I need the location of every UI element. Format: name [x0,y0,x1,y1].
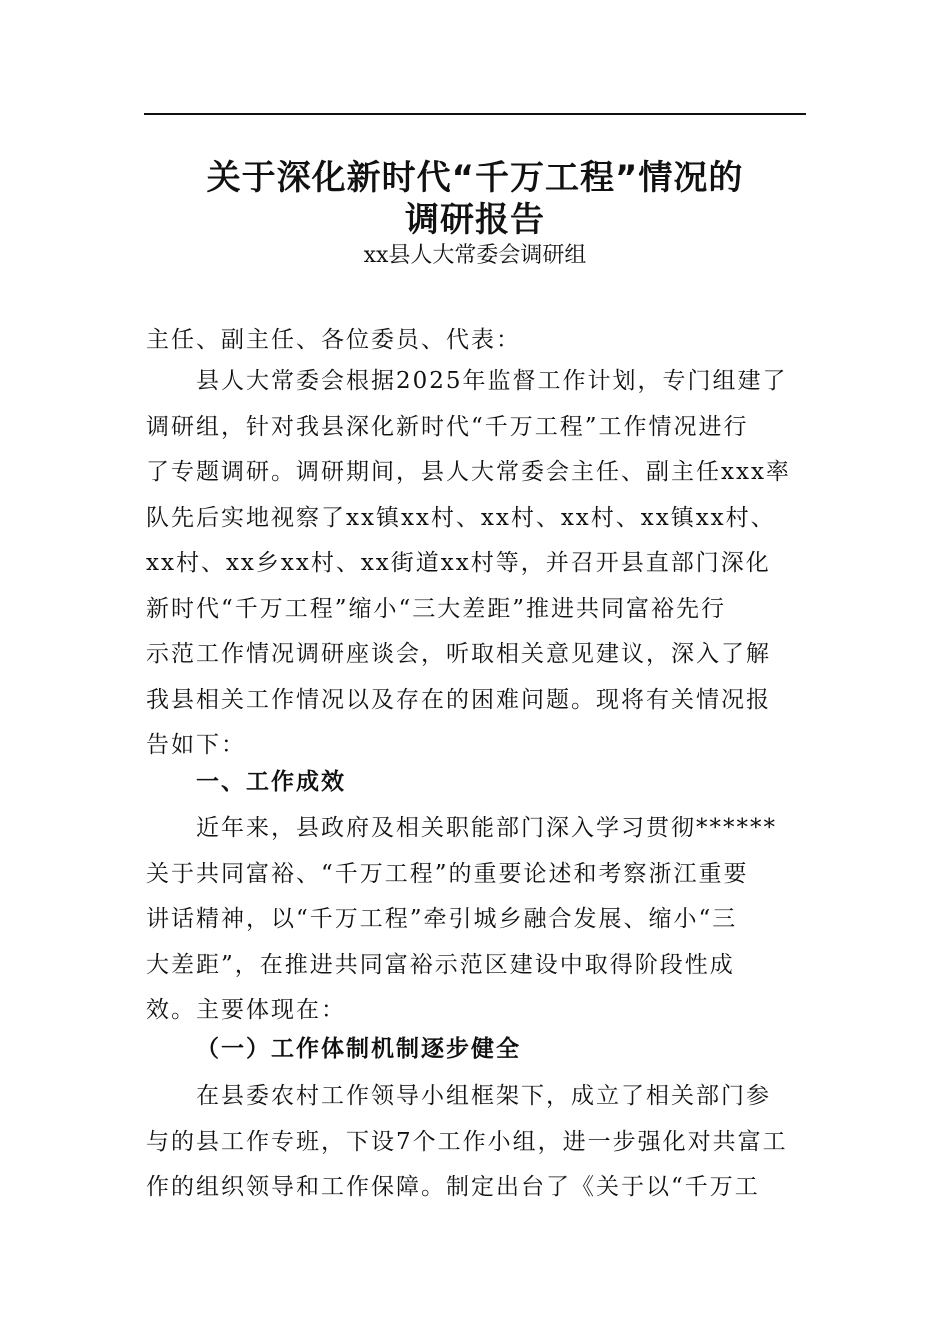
intro-line: 了专题调研。调研期间，县人大常委会主任、副主任xxx率 [146,459,791,485]
intro-line: 县人大常委会根据2025年监督工作计划，专门组建了 [196,368,788,394]
section1-line: 近年来，县政府及相关职能部门深入学习贯彻****** [196,815,777,841]
salutation [146,318,810,364]
intro-line: 告如下： [146,732,246,758]
intro-line: 队先后实地视察了xx镇xx村、xx村、xx村、xx镇xx村、 [146,504,776,531]
intro-line: 我县相关工作情况以及存在的困难问题。现将有关情况报 [146,686,771,713]
intro-paragraph [146,359,810,769]
section1-paragraph [146,806,810,1034]
section1-line: 大差距”，在推进共同富裕示范区建设中取得阶段性成 [146,951,735,978]
intro-line: 示范工作情况调研座谈会，听取相关意见建议，深入了解 [146,641,771,667]
section1-line: 效。主要体现在： [146,997,346,1023]
header-rule [144,113,806,115]
section1-line: 讲话精神，以“千万工程”牵引城乡融合发展、缩小“三 [146,906,738,932]
intro-line: xx村、xx乡xx村、xx街道xx村等，并召开县直部门深化 [146,550,771,576]
subsection-heading-mechanism: （一）工作体制机制逐步健全 [196,1035,521,1062]
subsection1-line: 作的组织领导和工作保障。制定出台了《关于以“千万工 [146,1174,760,1200]
subsection1-line: 与的县工作专班，下设7个工作小组，进一步强化对共富工 [146,1128,788,1155]
section-heading-achievements: 一、工作成效 [196,769,346,795]
subsection1-line: 在县委农村工作领导小组框架下，成立了相关部门参 [196,1083,771,1109]
document-title-line-1: 关于深化新时代“千万工程”情况的 [206,158,744,198]
intro-line: 新时代“千万工程”缩小“三大差距”推进共同富裕先行 [146,595,727,622]
salutation-text: 主任、副主任、各位委员、代表： [146,327,521,353]
subsection1-paragraph [146,1074,810,1211]
section1-line: 关于共同富裕、“千万工程”的重要论述和考察浙江重要 [146,860,749,887]
document-author: xx县人大常委会调研组 [363,243,587,268]
document-title-line-2: 调研报告 [405,200,545,240]
intro-line: 调研组，针对我县深化新时代“千万工程”工作情况进行 [146,413,749,440]
